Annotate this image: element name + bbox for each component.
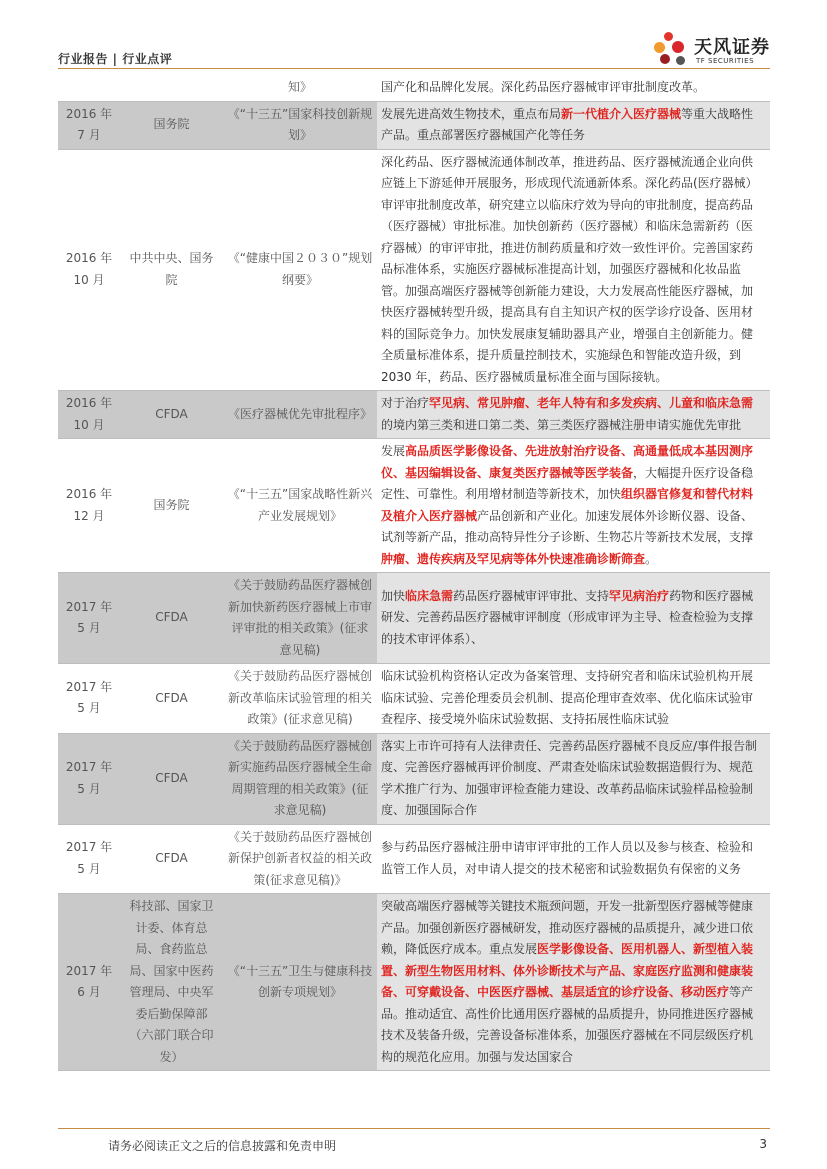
- content-text: 突破高端医疗器械等关键技术瓶颈问题，开发一批新型医疗器械等健康产品。加强创新医疗器械研发，推动医疗器械的品质提升，减少进口依赖，降低医疗成本。重点发展: [381, 899, 754, 956]
- content-text: 加快: [381, 588, 406, 603]
- brand-name: 天风证券: [694, 37, 770, 58]
- policy-date: 2016 年 7 月: [58, 101, 120, 149]
- policy-date: 2017 年 5 月: [58, 733, 120, 824]
- content-text: 等重大战略性产品。重点部署医疗器械国产化等任务: [381, 106, 754, 142]
- policy-name: 《“十三五”卫生与健康科技创新专项规划》: [223, 894, 377, 1071]
- content-text: 参与药品医疗器械注册申请审评审批的工作人员以及参与核查、检验和监管工作人员，对申请人提交的技术秘密和试验数据负有保密的义务: [381, 840, 754, 876]
- issuing-authority: CFDA: [120, 391, 223, 439]
- policy-name: 《关于鼓励药品医疗器械创新加快新药医疗器械上市审评审批的相关政策》(征求意见稿): [223, 573, 377, 664]
- issuing-authority: 国务院: [120, 439, 223, 573]
- policy-name: 知》: [223, 75, 377, 101]
- content-text: 发展先进高效生物技术，重点布局: [381, 106, 562, 121]
- content-text: 落实上市许可持有人法律责任、完善药品医疗器械不良反应/事件报告制度、完善医疗器械再评价制度、严肃查处临床试验数据造假行为、规范学术推广行为、加强审评检查能力建设、改革药品临床试验样品检验制度、加强国际合作: [381, 738, 758, 817]
- issuing-authority: 科技部、国家卫计委、体育总局、食药监总局、国家中医药管理局、中央军委后勤保障部（六部门联合印发）: [120, 894, 223, 1071]
- content-text: 。: [645, 551, 658, 566]
- content-text: 对于治疗: [381, 396, 430, 410]
- brand-name-en: TF SECURITIES: [696, 57, 755, 65]
- content-text: ，大幅提升医疗设备稳定性、可靠性。利用增材制造等新技术，加快: [381, 465, 754, 501]
- policy-name: 《医疗器械优先审批程序》: [223, 391, 377, 439]
- policy-date: 2017 年 6 月: [58, 894, 120, 1071]
- policy-content: [377, 439, 770, 573]
- table-row: [58, 149, 770, 391]
- policy-date: 2017 年 5 月: [58, 664, 120, 734]
- logo-mark-icon: [654, 42, 665, 53]
- highlighted-text: 新一代植介入医疗器械: [561, 106, 682, 121]
- table-row: [58, 664, 770, 734]
- policy-name: 《“十三五”国家科技创新规划》: [223, 101, 377, 149]
- table-row: [58, 439, 770, 573]
- highlighted-text: 医学影像设备、医用机器人、新型植入装置、新型生物医用材料、体外诊断技术与产品、家庭医疗监测和健康装备、可穿戴设备、中医医疗器械、基层适宜的诊疗设备、移动医疗: [381, 942, 754, 999]
- report-category: 行业报告 | 行业点评: [58, 52, 173, 66]
- content-text: 产品创新和产业化。加速发展体外诊断仪器、设备、试剂等新产品，推动高特异性分子诊断、生物芯片等新技术发展，支撑: [381, 508, 754, 544]
- issuing-authority: CFDA: [120, 664, 223, 734]
- policy-content: [377, 664, 770, 734]
- policy-name: 《“十三五”国家战略性新兴产业发展规划》: [223, 439, 377, 573]
- policy-date: 2017 年 5 月: [58, 824, 120, 894]
- logo-mark-icon: [676, 56, 685, 65]
- highlighted-text: 临床急需: [405, 588, 454, 603]
- policy-name: 《关于鼓励药品医疗器械创新改革临床试验管理的相关政策》(征求意见稿): [223, 664, 377, 734]
- highlighted-text: 肿瘤、遗传疾病及罕见病等体外快速准确诊断筛查: [381, 551, 646, 566]
- policy-content: [377, 101, 770, 149]
- table-row: [58, 101, 770, 149]
- policy-content: [377, 75, 770, 101]
- table-row: [58, 75, 770, 101]
- policy-date: 2016 年 10 月: [58, 149, 120, 391]
- highlighted-text: 组织器官修复和替代材料及植介入医疗器械: [381, 487, 754, 523]
- content-text: 药物和医疗器械研发、完善药品医疗器械审评制度（形成审评为主导、检查检验为支撑的技术审评体系）、: [381, 588, 754, 646]
- table-row: [58, 894, 770, 1071]
- content-text: 药品医疗器械审评审批、支持: [453, 588, 610, 603]
- issuing-authority: 中共中央、国务院: [120, 149, 223, 391]
- content-text: 等产品。推动适宜、高性价比通用医疗器械的品质提升，协同推进医疗器械技术及装备升级，完善设备标准体系，加强医疗器械在不同层级医疗机构的规范化应用。加强与发达国家合: [381, 985, 754, 1064]
- policy-name: 《关于鼓励药品医疗器械创新保护创新者权益的相关政策(征求意见稿)》: [223, 824, 377, 894]
- policy-date: [58, 75, 120, 101]
- policy-name: 《关于鼓励药品医疗器械创新实施药品医疗器械全生命周期管理的相关政策》(征求意见稿): [223, 733, 377, 824]
- logo-mark-icon: [660, 54, 670, 64]
- policy-date: 2016 年 10 月: [58, 391, 120, 439]
- brand-logo: [652, 30, 772, 70]
- content-text: 的境内第三类和进口第二类、第三类医疗器械注册申请实施优先审批: [381, 417, 742, 432]
- content-text: 临床试验机构资格认定改为备案管理、支持研究者和临床试验机构开展临床试验、完善伦理委员会机制、提高伦理审查效率、优化临床试验审查程序、接受境外临床试验数据、支持拓展性临床试验: [381, 669, 754, 726]
- issuing-authority: CFDA: [120, 573, 223, 664]
- logo-mark-icon: [672, 41, 684, 53]
- policy-table: [58, 75, 770, 1071]
- logo-mark-icon: [664, 32, 673, 41]
- policy-date: 2016 年 12 月: [58, 439, 120, 573]
- highlighted-text: 高品质医学影像设备、先进放射治疗设备、高通量低成本基因测序仪、基因编辑设备、康复类医疗器械等医学装备: [381, 444, 754, 480]
- policy-content: [377, 149, 770, 391]
- highlighted-text: 罕见病、常见肿瘤、老年人特有和多发疾病、儿童和临床急需: [429, 396, 754, 410]
- policy-content: [377, 824, 770, 894]
- issuing-authority: [120, 75, 223, 101]
- policy-content: [377, 573, 770, 664]
- page-number: 3: [759, 1137, 767, 1151]
- policy-content: [377, 894, 770, 1071]
- highlighted-text: 罕见病治疗: [609, 588, 670, 603]
- issuing-authority: CFDA: [120, 824, 223, 894]
- policy-name: 《“健康中国２０３０”规划纲要》: [223, 149, 377, 391]
- policy-content: [377, 733, 770, 824]
- issuing-authority: CFDA: [120, 733, 223, 824]
- table-row: [58, 824, 770, 894]
- table-row: [58, 391, 770, 439]
- disclaimer: 请务必阅读正文之后的信息披露和免责申明: [108, 1139, 337, 1153]
- policy-content: [377, 391, 770, 439]
- table-row: [58, 733, 770, 824]
- footer-divider: [58, 1128, 770, 1129]
- content-text: 发展: [381, 444, 406, 458]
- content-text: 国产化和品牌化发展。深化药品医疗器械审评审批制度改革。: [381, 80, 706, 94]
- table-row: [58, 573, 770, 664]
- content-text: 深化药品、医疗器械流通体制改革，推进药品、医疗器械流通企业向供应链上下游延伸开展服务，形成现代流通新体系。深化药品(医疗器械）审评审批制度改革，研究建立以临床疗效为导向的审批制度，提高药品（医疗器械）审批标准。加快创新药（医疗器械）和临床急需新药（医疗器械）的审评审批，推进仿制药质量和疗效一致性评价。完善国家药品标准体系，实施医疗器械标准提高计划，加强医疗器械和化妆品监管。加强高端医疗器械等创新能力建设，大力发展高性能医疗器械，加快医疗器械转型升级，提高具有自主知识产权的医学诊疗设备、医用材料的国际竞争力。加快发展康复辅助器具产业，增强自主创新能力。健全质量标准体系，提升质量控制技术，实施绿色和智能改造升级，到 2030 年，药品、医疗器械质量标准全面与国际接轨。: [381, 154, 758, 384]
- policy-date: 2017 年 5 月: [58, 573, 120, 664]
- issuing-authority: 国务院: [120, 101, 223, 149]
